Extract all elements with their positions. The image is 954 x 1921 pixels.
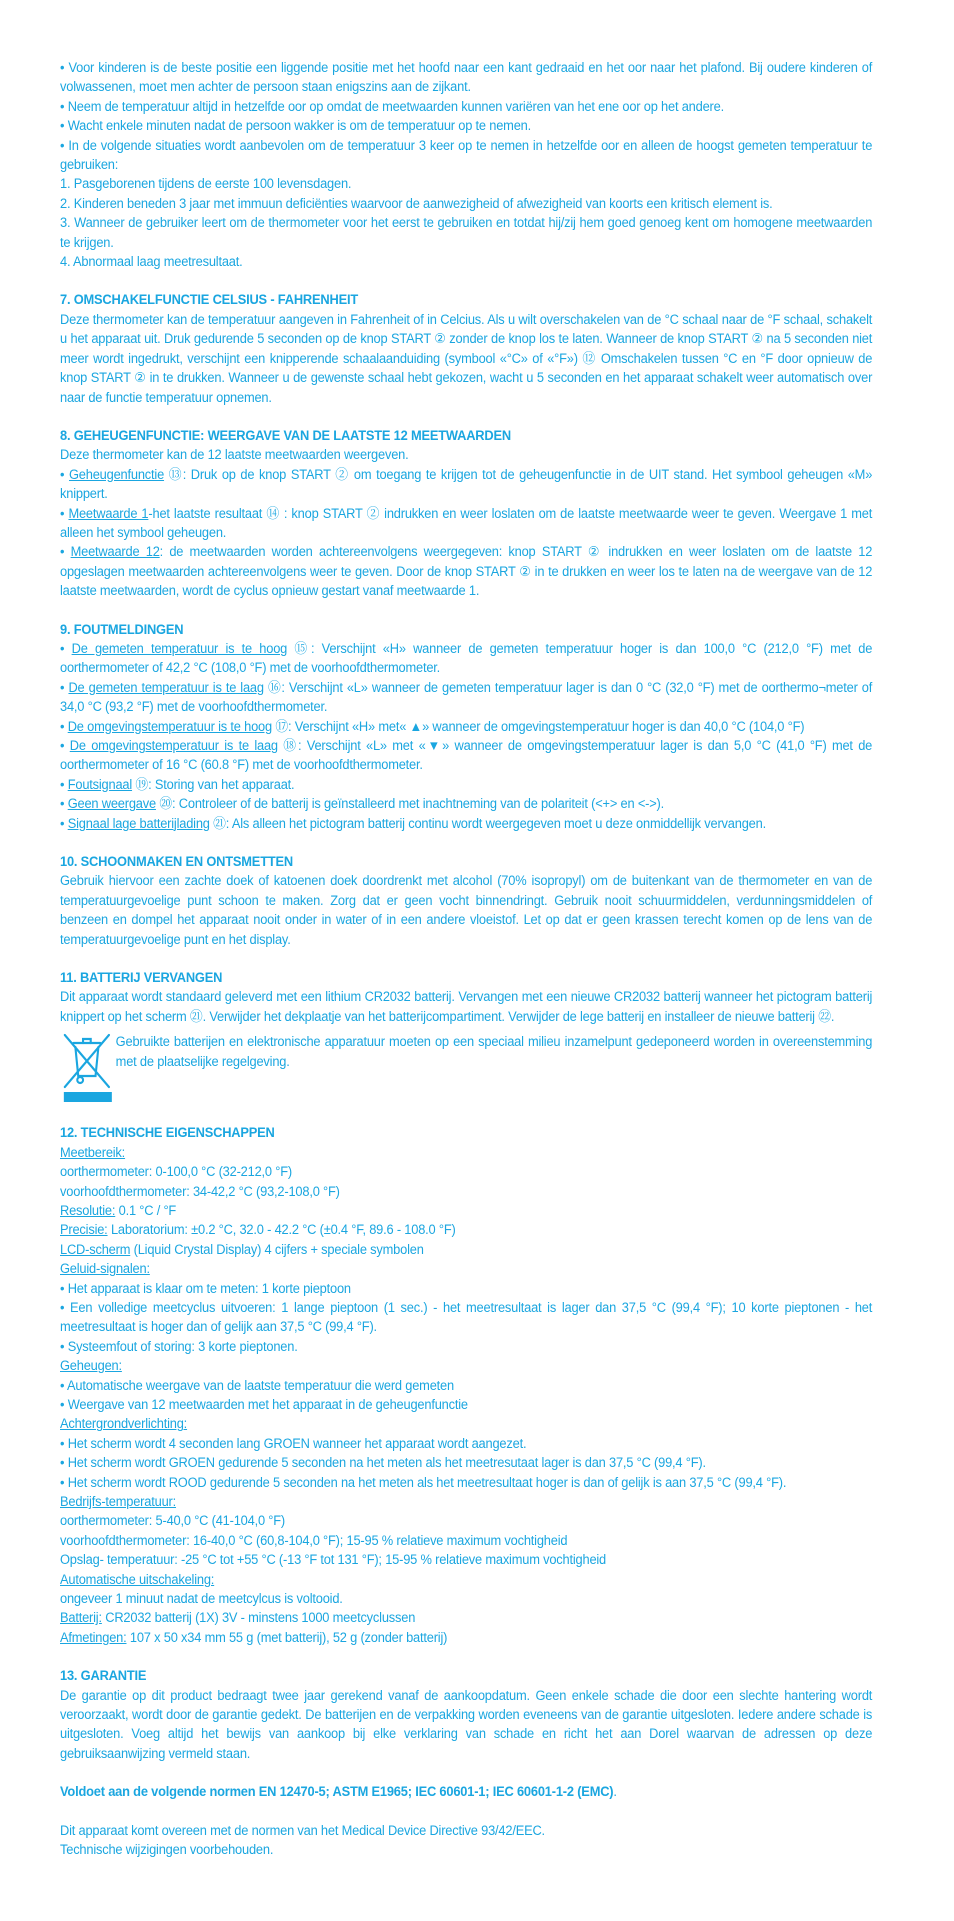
- list-item: • De gemeten temperatuur is te hoog ⑮: Verschijnt «H» wanneer de gemeten temperatuur hoger is dan 100,0 °C (212,0 °F) met de oorthermometer of 42,2 °C (108,0 °F) met de voorhoofdthermometer.: [60, 640, 873, 676]
- spec-label: Afmetingen:: [60, 1629, 127, 1645]
- section-7: [60, 290, 872, 406]
- section-8: [60, 426, 872, 601]
- spec-label: Resolutie:: [60, 1202, 116, 1218]
- list-item: • Geen weergave ⑳: Controleer of de batterij is geïnstalleerd met inachtneming van de polariteit (<+> en <->).: [60, 796, 665, 812]
- spec-row: [60, 1337, 872, 1356]
- spec-row: [60, 1570, 872, 1589]
- spec-row: [60, 1376, 872, 1395]
- spec-label: Bedrijfs-temperatuur:: [60, 1494, 176, 1509]
- spec-row: [60, 1628, 872, 1647]
- spec-label: Meetbereik:: [60, 1144, 126, 1160]
- definition: : de meetwaarden worden achtereenvolgens weergegeven: knop START ② indrukken en weer loslaten om de laatste 12 opgeslagen meetwaarden achtereenvolgens weer te geven. Door de knop START ② in te drukken en weer los te laten na de weergave van de 12 laatste meetwaarden, wordt de cyclus opnieuw gestart vanaf meetwaarde 1.: [60, 544, 873, 599]
- definition: ㉑: Als alleen het pictogram batterij continu wordt weergegeven moet u deze onmiddellijk vervangen.: [209, 815, 766, 831]
- crossed-out-wheelie-bin-icon: [60, 1030, 114, 1092]
- spec-value: oorthermometer: 0-100,0 °C (32-212,0 °F): [60, 1164, 292, 1180]
- spec-value: • Het scherm wordt 4 seconden lang GROEN wanneer het apparaat wordt aangezet.: [60, 1435, 527, 1451]
- spec-row: [60, 1395, 872, 1414]
- paragraph: Dit apparaat wordt standaard geleverd met een lithium CR2032 batterij. Vervangen met een nieuwe CR2032 batterij wanneer het pictogram batterij knippert op het scherm ㉑. Verwijder het dekplaatje van het batterijcompartiment. Verwijder de lege batterij en installeer de nieuwe batterij ㉒.: [60, 989, 873, 1024]
- spec-list: [60, 1143, 872, 1648]
- spec-value: • Automatische weergave van de laatste temperatuur die werd gemeten: [60, 1377, 454, 1393]
- spec-value: voorhoofdthermometer: 16-40,0 °C (60,8-104,0 °F); 15-95 % relatieve maximum vochtigheid: [60, 1532, 568, 1548]
- definition: ⑬: Druk op de knop START ② om toegang te krijgen tot de geheugenfunctie in de UIT stand. Het symbool geheugen «M» knippert.: [60, 466, 873, 502]
- spec-row: [60, 1143, 872, 1162]
- spec-label: Precisie:: [60, 1222, 108, 1238]
- weee-text: Gebruikte batterijen en elektronische apparatuur moeten op een speciaal milieu inzamelpunt gedeponeerd worden in overeenstemming met de plaatselijke regelgeving.: [115, 1034, 873, 1069]
- weee-notice: [60, 1030, 872, 1104]
- section-9: [60, 620, 872, 833]
- definition: ⑰: Verschijnt «H» met« ▲» wanneer de omgevingstemperatuur hoger is dan 40,0 °C (104,0 °F): [271, 718, 805, 734]
- spec-row: [60, 1259, 872, 1278]
- list-item: • Foutsignaal ⑲: Storing van het apparaat.: [60, 776, 295, 792]
- term: Geen weergave: [67, 796, 156, 812]
- spec-value: voorhoofdthermometer: 34-42,2 °C (93,2-108,0 °F): [60, 1183, 340, 1199]
- section-heading: 13. GARANTIE: [60, 1668, 147, 1684]
- separate-collection-bar: [64, 1092, 112, 1102]
- term: De gemeten temperatuur is te laag: [68, 679, 264, 695]
- paragraph: Gebruik hiervoor een zachte doek of katoenen doek doordrenkt met alcohol (70% isopropyl) om de buitenkant van de thermometer en van de temperatuurgevoelige punt schoon te maken. Zorg dat er geen vocht binnendringt. Gebruik nooit schuurmiddelen, verdunningsmiddelen of benzeen en dompel het apparaat nooit onder in water of in een andere vloeistof. Let op dat er geen krassen terecht komen op de lens van de temperatuurgevoelige punt en het display.: [60, 873, 873, 947]
- spec-row: [60, 1279, 872, 1298]
- paragraph: 3. Wanneer de gebruiker leert om de thermometer voor het eerst te gebruiken en totdat hij/zij hem goed genoeg kent om homogene meetwaarden te krijgen.: [60, 215, 873, 250]
- spec-row: [60, 1531, 872, 1550]
- paragraph: • In de volgende situaties wordt aanbevolen om de temperatuur 3 keer op te nemen in hetzelfde oor en alleen de hoogst gemeten temperatuur te gebruiken:: [60, 137, 873, 173]
- definition: ⑯: Verschijnt «L» wanneer de gemeten temperatuur lager is dan 0 °C (32,0 °F) met de oorthermo¬meter of 34,0 °C (93,2 °F) met de voorhoofdthermometer.: [60, 679, 873, 715]
- section-heading: 9. FOUTMELDINGEN: [60, 621, 184, 637]
- spec-label: Geheugen:: [60, 1358, 122, 1374]
- spec-row: [60, 1356, 872, 1375]
- list-item: • De gemeten temperatuur is te laag ⑯: Verschijnt «L» wanneer de gemeten temperatuur lager is dan 0 °C (32,0 °F) met de oorthermo¬meter of 34,0 °C (93,2 °F) met de voorhoofdthermometer.: [60, 679, 873, 715]
- spec-label: Batterij:: [60, 1610, 102, 1626]
- paragraph: Deze thermometer kan de 12 laatste meetwaarden weergeven.: [60, 447, 409, 463]
- paragraph: De garantie op dit product bedraagt twee jaar gerekend vanaf de aankoopdatum. Geen enkele schade die door een slechte hantering wordt veroorzaakt, wordt door de garantie gedekt. De batterijen en de verpakking worden eveneens van de garantie uitgesloten. Iedere andere schade is uitgesloten. Voeg altijd het bewijs van aankoop bij elke verklaring van schade en richt het aan Dorel waarvan de adressen op deze gebruiksaanwijzing vermeld staan.: [60, 1687, 873, 1761]
- spec-row: [60, 1240, 872, 1259]
- spec-row: [60, 1473, 872, 1492]
- term: De gemeten temperatuur is te hoog: [71, 640, 288, 656]
- paragraph: Deze thermometer kan de temperatuur aangeven in Fahrenheit of in Celcius. Als u wilt overschakelen van de °C schaal naar de °F schaal, schakelt u het apparaat uit. Druk gedurende 5 seconden op de knop START ② zonder de knop los te laten. Wanneer de knop START ② na 5 seconden niet meer wordt ingedrukt, verschijnt een knipperende schaalaanduiding (symbool «°C» of «°F») ⑫ Omschakelen tussen °C en °F door opnieuw de knop START ② in te drukken. Wanneer u de gewenste schaal hebt gekozen, wacht u 5 seconden en het apparaat schakelt weer automatisch over naar de functie temperatuur opnemen.: [60, 311, 873, 405]
- footer-line: Dit apparaat komt overeen met de normen van het Medical Device Directive 93/42/EEC.: [60, 1822, 545, 1838]
- section-6-tips: [60, 58, 872, 271]
- paragraph: • Neem de temperatuur altijd in hetzelfde oor op omdat de meetwaarden kunnen variëren van het ene oor op het andere.: [60, 98, 724, 114]
- spec-row: [60, 1298, 872, 1337]
- norms-bold: Voldoet aan de volgende normen EN 12470-5; ASTM E1965; IEC 60601-1; IEC 60601-1-2 (EMC): [60, 1784, 614, 1800]
- spec-row: [60, 1162, 872, 1181]
- term: De omgevingstemperatuur is te hoog: [67, 718, 272, 734]
- list-item: • De omgevingstemperatuur is te hoog ⑰: Verschijnt «H» met« ▲» wanneer de omgevingstemperatuur hoger is dan 40,0 °C (104,0 °F): [60, 718, 805, 734]
- spec-value: Opslag- temperatuur: -25 °C tot +55 °C (-13 °F tot 131 °F); 15-95 % relatieve maximum vochtigheid: [60, 1552, 607, 1568]
- term: Foutsignaal: [67, 776, 133, 792]
- section-heading: 7. OMSCHAKELFUNCTIE CELSIUS - FAHRENHEIT: [60, 292, 359, 308]
- paragraph: 1. Pasgeborenen tijdens de eerste 100 levensdagen.: [60, 176, 352, 192]
- section-heading: 8. GEHEUGENFUNCTIE: WEERGAVE VAN DE LAATSTE 12 MEETWAARDEN: [60, 427, 511, 443]
- spec-row: [60, 1511, 872, 1530]
- paragraph: 2. Kinderen beneden 3 jaar met immuun deficiënties waarvoor de aanwezigheid of afwezigheid van koorts een kritisch element is.: [60, 195, 773, 211]
- section-12: [60, 1123, 872, 1647]
- spec-value: oorthermometer: 5-40,0 °C (41-104,0 °F): [60, 1513, 285, 1529]
- paragraph: • Wacht enkele minuten nadat de persoon wakker is om de temperatuur op te nemen.: [60, 118, 531, 134]
- spec-row: [60, 1434, 872, 1453]
- definition: ⑮: Verschijnt «H» wanneer de gemeten temperatuur hoger is dan 100,0 °C (212,0 °F) met de oorthermometer of 42,2 °C (108,0 °F) met de voorhoofdthermometer.: [60, 640, 873, 676]
- spec-row: [60, 1414, 872, 1433]
- term: Signaal lage batterijlading: [67, 815, 210, 831]
- spec-value: CR2032 batterij (1X) 3V - minstens 1000 meetcyclussen: [101, 1610, 416, 1626]
- spec-row: [60, 1453, 872, 1472]
- definition: ⑲: Storing van het apparaat.: [132, 776, 295, 792]
- list-item: • Meetwaarde 1-het laatste resultaat ⑭ : knop START ② indrukken en weer loslaten om de laatste meetwaarde weer te geven. Weergave 1 met alleen het symbool geheugen.: [60, 505, 873, 540]
- spec-value: Laboratorium: ±0.2 °C, 32.0 - 42.2 °C (±0.4 °F, 89.6 - 108.0 °F): [107, 1222, 456, 1238]
- term: Meetwaarde 12: [70, 544, 160, 560]
- spec-value: (Liquid Crystal Display) 4 cijfers + speciale symbolen: [130, 1241, 424, 1257]
- spec-row: [60, 1608, 872, 1627]
- spec-row: [60, 1492, 872, 1511]
- list-item: • Meetwaarde 12: de meetwaarden worden achtereenvolgens weergegeven: knop START ② indrukken en weer loslaten om de laatste 12 opgeslagen meetwaarden achtereenvolgens weer te geven. Door de knop START ② in te drukken en weer los te laten na de weergave van de 12 laatste meetwaarden, wordt de cyclus opnieuw gestart vanaf meetwaarde 1.: [60, 544, 873, 599]
- spec-row: [60, 1220, 872, 1239]
- term: Meetwaarde 1: [68, 505, 149, 521]
- spec-value: • Een volledige meetcyclus uitvoeren: 1 lange pieptoon (1 sec.) - het meetresultaat is lager dan 37,5 °C (99,4 °F); 10 korte pieptonen - het meetresultaat is hoger dan of gelijk aan 37,5 °C (99,4 °F).: [60, 1299, 873, 1335]
- spec-row: [60, 1589, 872, 1608]
- spec-value: • Systeemfout of storing: 3 korte pieptonen.: [60, 1338, 298, 1354]
- paragraph: 4. Abnormaal laag meetresultaat.: [60, 254, 243, 270]
- footer-line: Technische wijzigingen voorbehouden.: [60, 1842, 274, 1858]
- section-11: [60, 968, 872, 1104]
- spec-row: [60, 1550, 872, 1569]
- spec-value: 0.1 °C / °F: [115, 1202, 177, 1218]
- definition: ⑳: Controleer of de batterij is geïnstalleerd met inachtneming van de polariteit (<+> en <->).: [155, 796, 665, 812]
- spec-value: 107 x 50 x34 mm 55 g (met batterij), 52 g (zonder batterij): [126, 1629, 448, 1645]
- paragraph: • Voor kinderen is de beste positie een liggende positie met het hoofd naar een kant gedraaid en het oor naar het plafond. Bij oudere kinderen of volwassenen, moet men achter de persoon staan enigszins aan de zijkant.: [60, 60, 873, 95]
- term: Geheugenfunctie: [69, 466, 165, 482]
- spec-value: • Het apparaat is klaar om te meten: 1 korte pieptoon: [60, 1280, 351, 1296]
- definition: ⑱: Verschijnt «L» met «▼» wanneer de omgevingstemperatuur lager is dan 5,0 °C (41,0 °F) met de oorthermometer of 16 °C (60.8 °F) met de voorhoofdthermometer.: [60, 738, 873, 773]
- section-13: [60, 1666, 872, 1763]
- definition: -het laatste resultaat ⑭ : knop START ② indrukken en weer loslaten om de laatste meetwaarde weer te geven. Weergave 1 met alleen het symbool geheugen.: [60, 505, 873, 540]
- spec-value: ongeveer 1 minuut nadat de meetcylcus is voltooid.: [60, 1591, 343, 1607]
- spec-label: LCD-scherm: [60, 1241, 131, 1257]
- spec-row: [60, 1182, 872, 1201]
- list-item: • Signaal lage batterijlading ㉑: Als alleen het pictogram batterij continu wordt weergegeven moet u deze onmiddellijk vervangen.: [60, 815, 766, 831]
- spec-value: • Het scherm wordt GROEN gedurende 5 seconden na het meten als het meetresutaat lager is dan 37,5 °C (99,4 °F).: [60, 1455, 706, 1471]
- spec-label: Automatische uitschakeling:: [60, 1571, 215, 1587]
- term: De omgevingstemperatuur is te laag: [69, 738, 278, 753]
- section-heading: 11. BATTERIJ VERVANGEN: [60, 970, 223, 986]
- section-heading: 10. SCHOONMAKEN EN ONTSMETTEN: [60, 854, 293, 870]
- list-item: • De omgevingstemperatuur is te laag ⑱: Verschijnt «L» met «▼» wanneer de omgevingstemperatuur lager is dan 5,0 °C (41,0 °F) met de oorthermometer of 16 °C (60.8 °F) met de voorhoofdthermometer.: [60, 738, 873, 773]
- norms-tail: .: [613, 1784, 617, 1800]
- section-10: [60, 852, 872, 949]
- manual-page: [60, 58, 872, 1860]
- spec-label: Geluid-signalen:: [60, 1261, 150, 1277]
- list-item: • Geheugenfunctie ⑬: Druk op de knop START ② om toegang te krijgen tot de geheugenfunctie in de UIT stand. Het symbool geheugen «M» knippert.: [60, 466, 873, 502]
- spec-row: [60, 1201, 872, 1220]
- norms-statement: [60, 1782, 872, 1801]
- spec-value: • Het scherm wordt ROOD gedurende 5 seconden na het meten als het meetresultaat hoger is dan of gelijk is aan 37,5 °C (99,4 °F).: [60, 1474, 787, 1490]
- spec-value: • Weergave van 12 meetwaarden met het apparaat in de geheugenfunctie: [60, 1396, 468, 1412]
- spec-label: Achtergrondverlichting:: [60, 1416, 188, 1432]
- section-heading: 12. TECHNISCHE EIGENSCHAPPEN: [60, 1125, 275, 1141]
